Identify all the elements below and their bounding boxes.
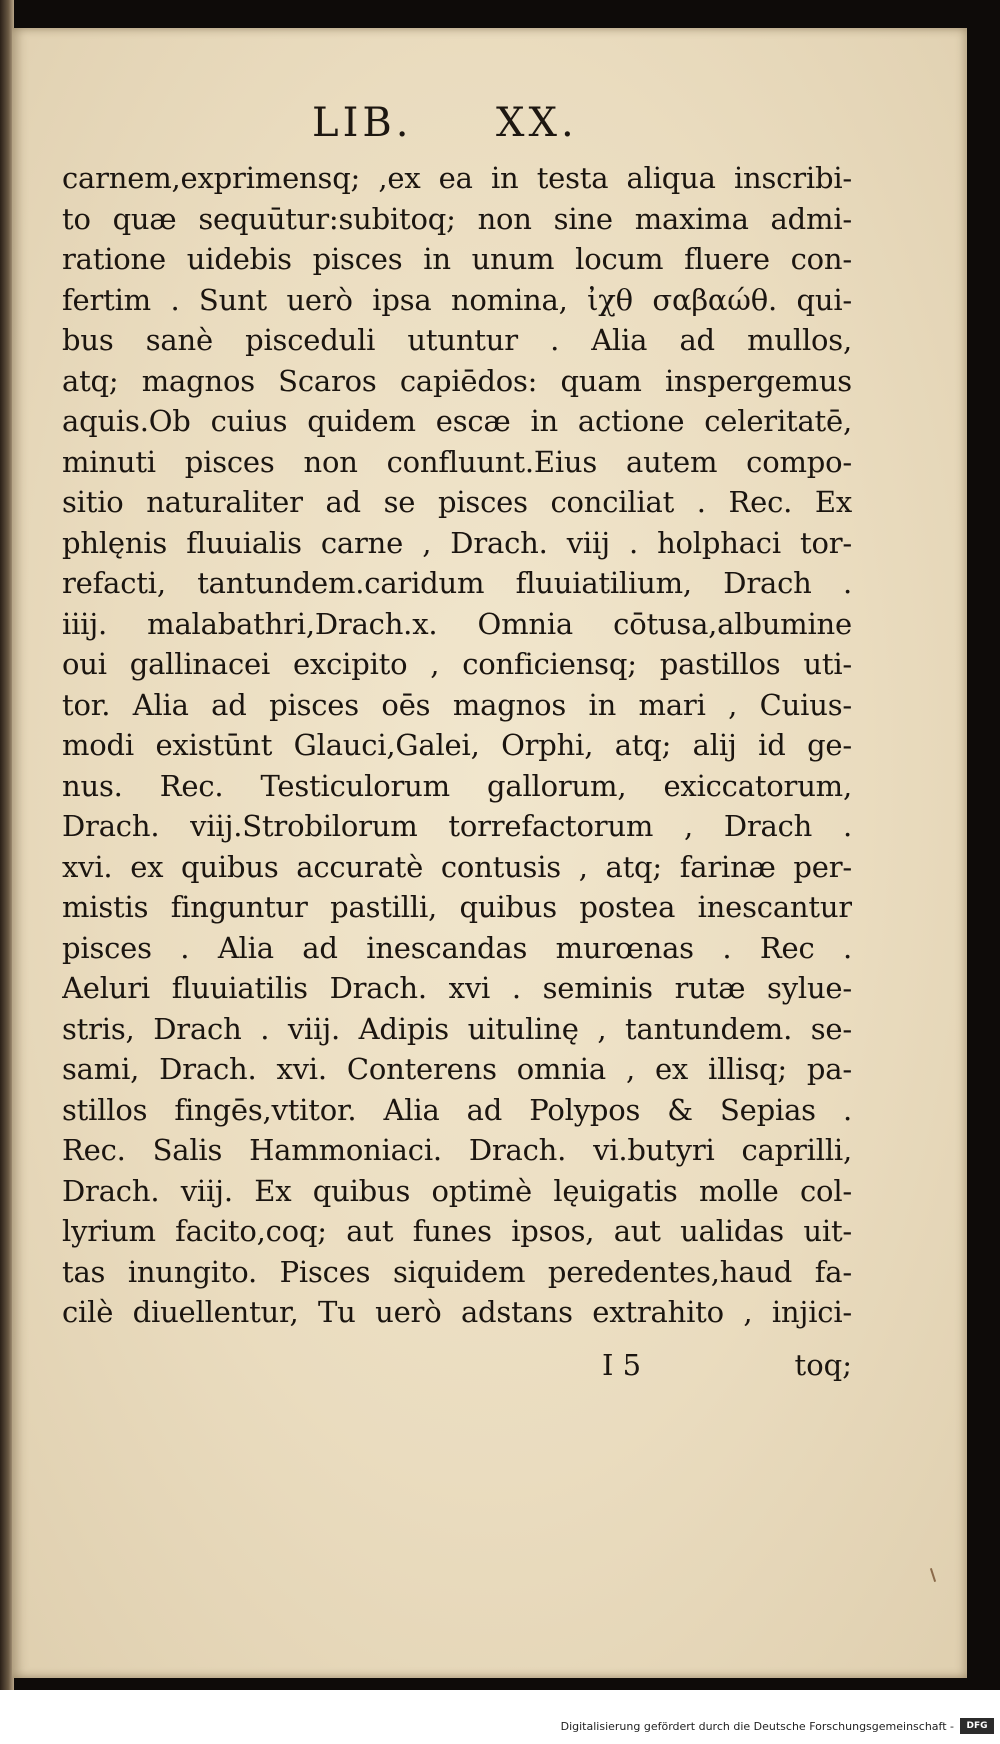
text-line: bus sanè pisceduli utuntur . Alia ad mullos, (62, 323, 852, 357)
text-line: nus. Rec. Testiculorum gallorum, exiccatorum, (62, 768, 852, 803)
text-line: sitio naturaliter ad se pisces conciliat . Rec. Ex (62, 485, 852, 519)
text-line: minuti pisces non confluunt.Eius autem compo- (62, 444, 852, 479)
text-line: lyrium facito,coq; aut funes ipsos, aut ualidas uit- (62, 1214, 852, 1248)
text-line: modi existūnt Glauci,Galei, Orphi, atq; alij id ge- (62, 728, 852, 762)
text-line: stris, Drach . viij. Adipis uitulinę , tantundem. se- (62, 1011, 852, 1046)
text-line: stillos fingēs,vtitor. Alia ad Polypos & Sepias . (62, 1092, 852, 1127)
running-title: LIB. XX. (312, 100, 578, 146)
text-line: tor. Alia ad pisces oēs magnos in mari , Cuius- (62, 687, 852, 722)
body-text (62, 158, 852, 1333)
text-line: to quæ sequūtur:subitoq; non sine maxima admi- (62, 201, 852, 236)
stray-ink-mark (930, 1568, 936, 1582)
text-line: tas inungito. Pisces siquidem peredentes,haud fa- (62, 1254, 852, 1289)
book-page (12, 28, 967, 1678)
text-line: Drach. viij.Strobilorum torrefactorum , Drach . (62, 809, 852, 843)
text-line: phlęnis fluuialis carne , Drach. viij . holphaci tor- (62, 525, 852, 560)
text-line: xvi. ex quibus accuratè contusis , atq; farinæ per- (62, 849, 852, 884)
text-line: ratione uidebis pisces in unum locum fluere con- (62, 242, 852, 276)
text-line: atq; magnos Scaros capiēdos: quam inspergemus (62, 363, 852, 398)
text-line: Aeluri fluuiatilis Drach. xvi . seminis rutæ sylue- (62, 971, 852, 1005)
digitization-credit: Digitalisierung gefördert durch die Deutsche Forschungsgemeinschaft - (560, 1720, 954, 1733)
text-line: cilè diuellentur, Tu uerò adstans extrahito , injici- (62, 1295, 852, 1329)
text-line: iiij. malabathri,Drach.x. Omnia cōtusa,albumine (62, 606, 852, 641)
text-line: Rec. Salis Hammoniaci. Drach. vi.butyri caprilli, (62, 1133, 852, 1167)
text-line: pisces . Alia ad inescandas murœnas . Rec . (62, 930, 852, 965)
text-line: mistis finguntur pastilli, quibus postea inescantur (62, 890, 852, 924)
text-line: fertim . Sunt uerò ipsa nomina, ἰχθ σαβαώθ. qui- (62, 282, 852, 317)
catchline (602, 1348, 852, 1388)
signature-mark: I 5 (602, 1348, 642, 1382)
catchword: toq; (794, 1348, 852, 1382)
footer-strip (0, 1690, 1000, 1744)
text-line: sami, Drach. xvi. Conterens omnia , ex illisq; pa- (62, 1052, 852, 1086)
text-line: refacti, tantundem.caridum fluuiatilium, Drach . (62, 566, 852, 600)
text-line: oui gallinacei excipito , conficiensq; pastillos uti- (62, 647, 852, 681)
dfg-logo: DFG (960, 1718, 994, 1734)
text-line: aquis.Ob cuius quidem escæ in actione celeritatē, (62, 404, 852, 438)
text-line: carnem,exprimensq; ,ex ea in testa aliqua inscribi- (62, 161, 852, 195)
text-line: Drach. viij. Ex quibus optimè lęuigatis molle col- (62, 1173, 852, 1208)
